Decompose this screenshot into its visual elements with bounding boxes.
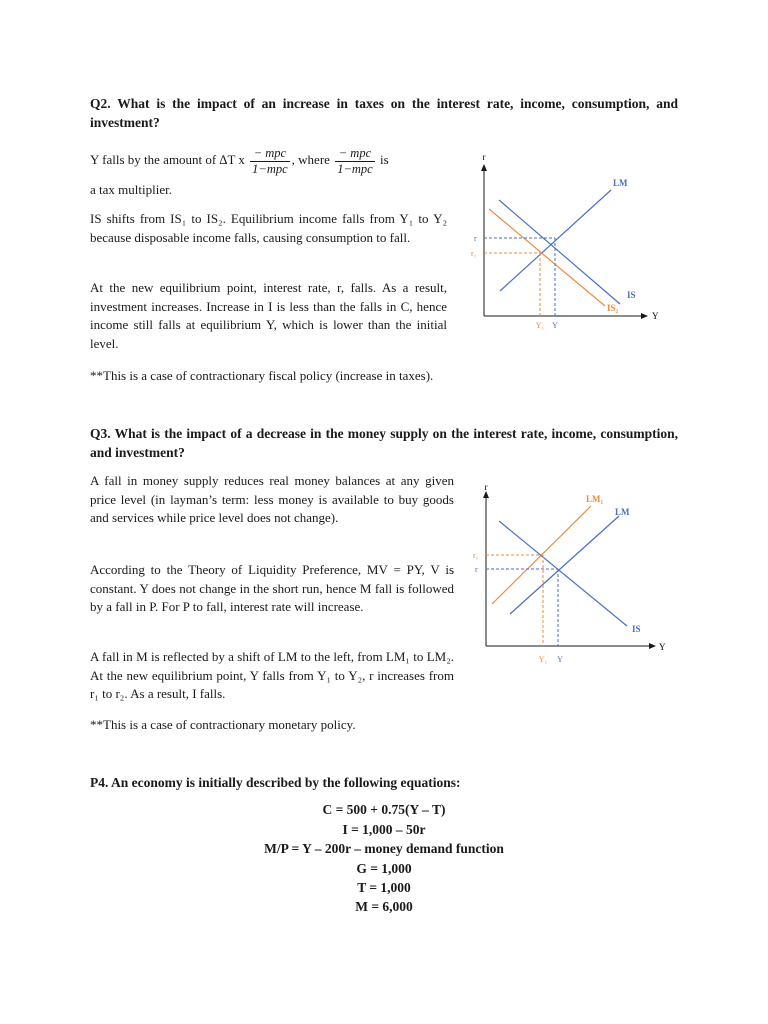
- y1-tick-label: Y₁: [538, 655, 548, 664]
- y-axis-label: Y: [659, 642, 666, 652]
- equation-3: M/P = Y – 200r – money demand function: [264, 841, 504, 856]
- equation-1: C = 500 + 0.75(Y – T): [322, 802, 446, 817]
- q3-paragraph-1: A fall in money supply reduces real money balances at any given price level (in layman’s term: less money is available to buy goods and services while price level does not change).: [90, 473, 454, 525]
- y1-tick-label: Y₁: [535, 321, 545, 330]
- lm1-label: LM₁: [586, 494, 604, 504]
- q2-note: **This is a case of contractionary fiscal policy (increase in taxes).: [90, 368, 434, 383]
- equation-6: M = 6,000: [355, 899, 413, 914]
- q2-line1-post: is: [379, 152, 389, 167]
- y-tick-label: Y: [552, 321, 558, 330]
- p4-heading: P4. An economy is initially described by the following equations:: [90, 775, 461, 790]
- is2-label: IS₂: [607, 303, 619, 313]
- r1-tick-label: r₁: [471, 249, 477, 258]
- r-axis-arrow: [483, 491, 489, 498]
- fraction-numerator: − mpc: [250, 146, 290, 162]
- lm-curve: [510, 516, 619, 614]
- q2-line2: a tax multiplier.: [90, 182, 172, 197]
- fraction-denominator: 1−mpc: [252, 161, 288, 176]
- equation-4: G = 1,000: [356, 861, 412, 876]
- r1-tick-label: r₁: [473, 551, 479, 560]
- is-label: IS: [627, 290, 636, 300]
- r-axis-label: r: [482, 152, 486, 162]
- lm-label: LM: [613, 178, 628, 188]
- equation-2: I = 1,000 – 50r: [342, 822, 426, 837]
- y-axis-arrow: [649, 643, 656, 649]
- fraction-numerator-2: − mpc: [335, 146, 375, 162]
- y-axis-label: Y: [652, 311, 659, 321]
- q3-heading: Q3. What is the impact of a decrease in the money supply on the interest rate, income, consumption, and investment?: [90, 426, 678, 460]
- q2-line1-pre: Y falls by the amount of ∆T x: [90, 152, 245, 167]
- lm-label: LM: [615, 507, 630, 517]
- q2-heading: Q2. What is the impact of an increase in taxes on the interest rate, income, consumption, and investment?: [90, 96, 678, 130]
- q3-note: **This is a case of contractionary monetary policy.: [90, 717, 356, 732]
- q2-paragraph-2: IS shifts from IS₁ to IS₂. Equilibrium income falls from Y₁ to Y₂ because disposable income falls, causing consumption to fall.: [90, 211, 447, 245]
- r-tick-label: r: [475, 565, 478, 574]
- fraction-denominator-2: 1−mpc: [337, 161, 373, 176]
- is-curve: [499, 521, 627, 626]
- q2-line1-mid: , where: [291, 152, 330, 167]
- equation-5: T = 1,000: [357, 880, 411, 895]
- r-axis-label: r: [484, 482, 488, 492]
- is-label: IS: [632, 624, 641, 634]
- q3-paragraph-2: According to the Theory of Liquidity Preference, MV = PY, V is constant. Y does not change in the short run, hence M fall is followed by a fall in P. For P to fall, interest rate will increase.: [90, 562, 454, 614]
- q2-paragraph-3: At the new equilibrium point, interest rate, r, falls. As a result, investment increases. Increase in I is less than the falls in C, hence income still falls at equilibrium Y, which is lower than the initial level.: [90, 280, 447, 351]
- q3-paragraph-3: A fall in M is reflected by a shift of LM to the left, from LM₁ to LM₂. At the new equilibrium point, Y falls from Y₁ to Y₂, r increases from r₁ to r₂. As a result, I falls.: [90, 649, 454, 701]
- r-tick-label: r: [474, 234, 477, 243]
- y-tick-label: Y: [557, 655, 563, 664]
